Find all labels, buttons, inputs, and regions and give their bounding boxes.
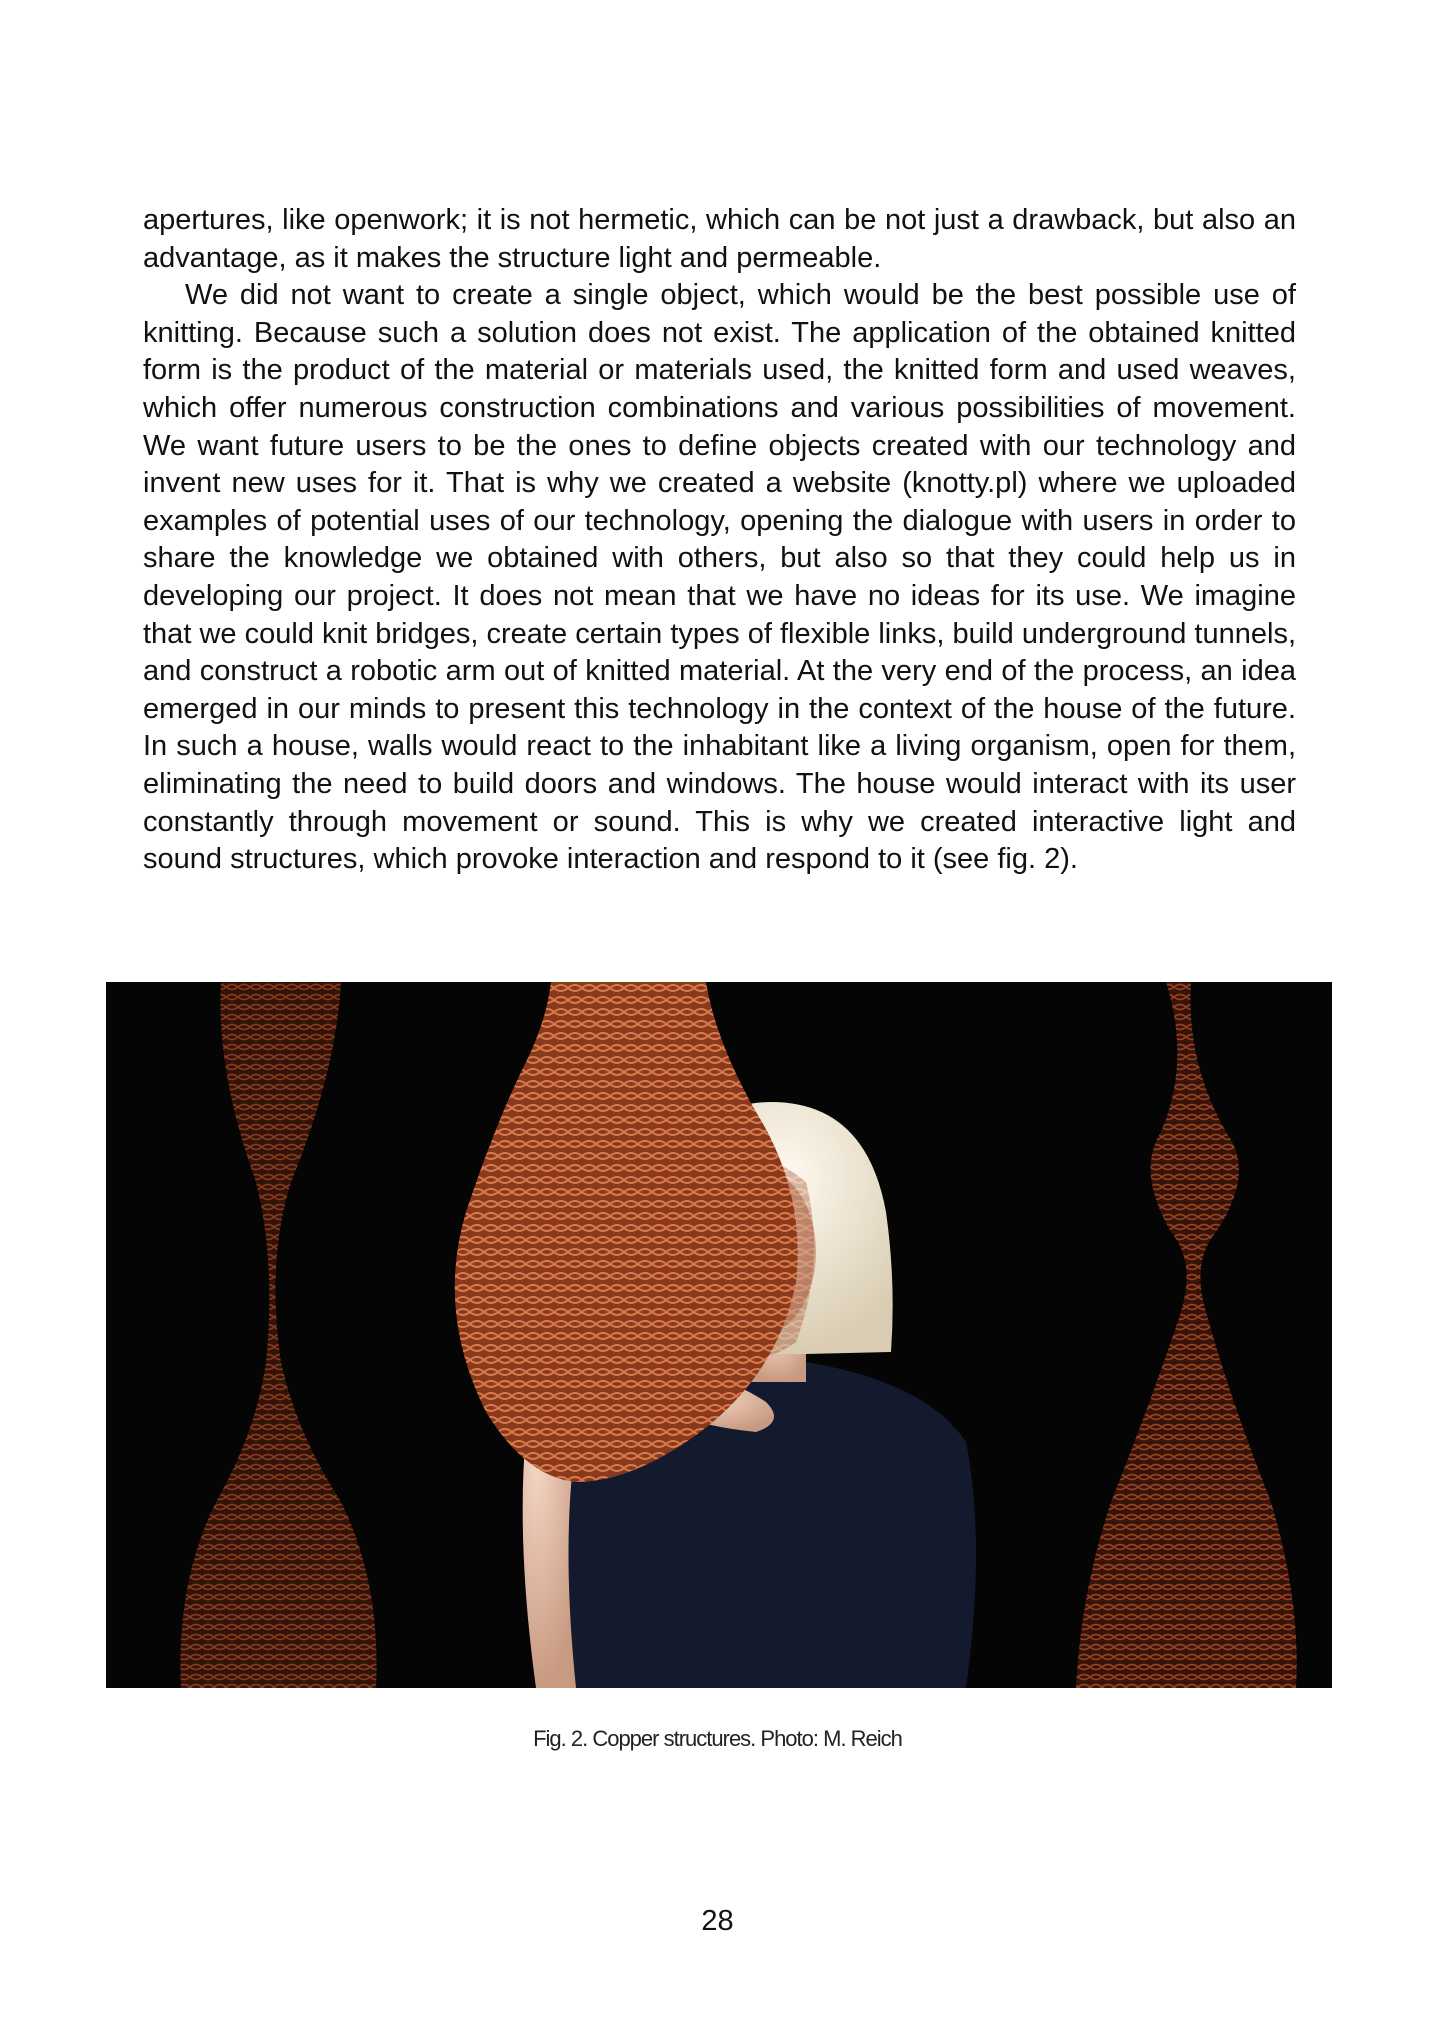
paragraph-1: apertures, like openwork; it is not hermetic, which can be not just a drawback, but also an advantage, as it makes the structure light and permeable. [143,204,1296,274]
page-number: 28 [701,1905,734,1937]
body-text [143,202,1296,879]
figure-photo [106,982,1332,1688]
photo-copper-structures [106,982,1332,1688]
figure-caption: Fig. 2. Copper structures. Photo: M. Reich [533,1726,902,1751]
paragraph-2: We did not want to create a single object, which would be the best possible use of knitting. Because such a solution does not exist. The application of the obtained knitted form is the product of the material or materials used, the knitted form and used weaves, which offer numerous construction combinations and various possibilities of movement. We want future users to be the ones to define objects created with our technology and invent new uses for it. That is why we created a website (knotty.pl) where we uploaded examples of potential uses of our technology, opening the dialogue with users in order to share the knowledge we obtained with others, but also so that they could help us in developing our project. It does not mean that we have no ideas for its use. We imagine that we could knit bridges, create certain types of flexible links, build underground tunnels, and construct a robotic arm out of knitted material. At the very end of the process, an idea emerged in our minds to present this technology in the context of the house of the future. In such a house, walls would react to the inhabitant like a living organism, open for them, eliminating the need to build doors and windows. The house would interact with its user constantly through movement or sound. This is why we created interactive light and sound structures, which provoke interaction and respond to it (see fig. 2). [143,279,1296,876]
